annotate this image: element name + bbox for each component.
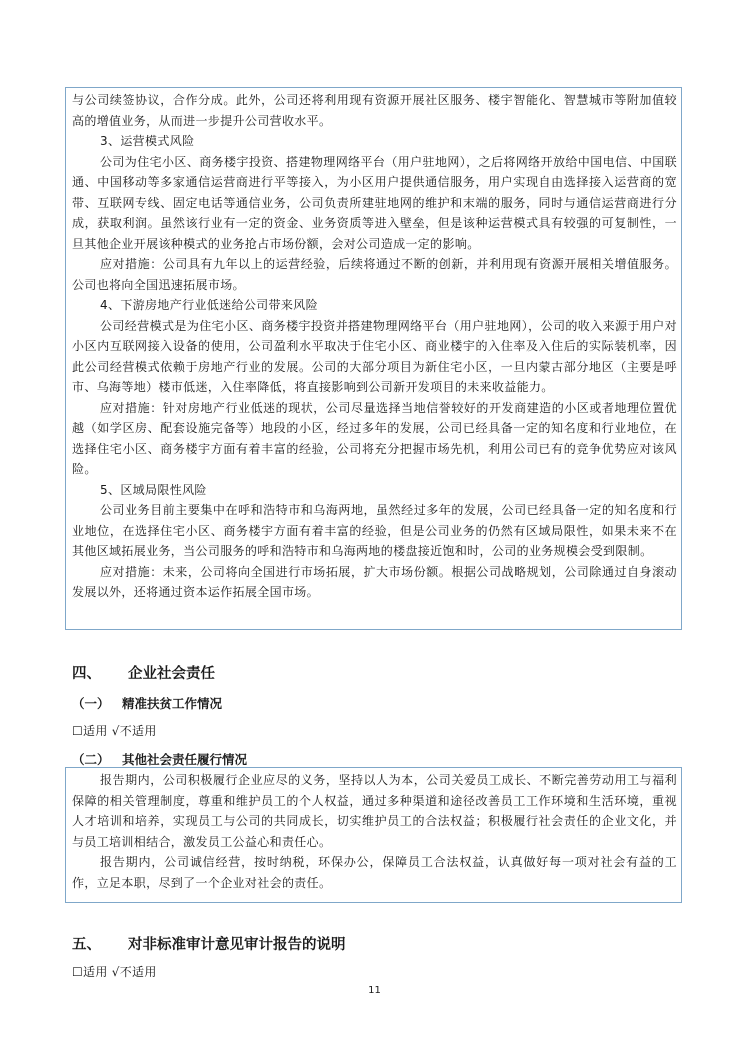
subsection-title: 其他社会责任履行情况	[122, 752, 248, 767]
subsection-number: （二）	[72, 752, 110, 767]
paragraph: 与公司续签协议，合作分成。此外，公司还将利用现有资源开展社区服务、楼宇智能化、智慧城市等附加值较高的增值业务，从而进一步提升公司营收水平。	[72, 93, 677, 128]
paragraph: 应对措施：未来，公司将向全国进行市场拓展，扩大市场份额。根据公司战略规划，公司除通过自身滚动发展以外，还将通过资本运作拓展全国市场。	[72, 564, 677, 599]
paragraph: 应对措施：公司具有九年以上的运营经验，后续将通过不断的创新，并利用现有资源开展相关增值服务。公司也将向全国迅速拓展市场。	[72, 257, 677, 292]
section-number: 四、	[72, 666, 101, 682]
subsection-heading	[72, 750, 247, 768]
paragraph: 公司业务目前主要集中在呼和浩特市和乌海两地，虽然经过多年的发展，公司已经具备一定的知名度和行业地位，在选择住宅小区、商务楼宇方面有着丰富的经验，但是公司业务的仍然有区域局限性，如果未来不在其他区域拓展业务，当公司服务的呼和浩特市和乌海两地的楼盘接近饱和时，公司的业务规模会受到限制。	[72, 503, 677, 558]
risk-text-box	[65, 87, 682, 630]
paragraph: 5、区域局限性风险	[100, 482, 207, 497]
section-heading	[72, 933, 346, 954]
section-title: 对非标准审计意见审计报告的说明	[128, 937, 346, 953]
subsection-title: 精准扶贫工作情况	[122, 696, 223, 711]
page-number: 11	[368, 985, 381, 996]
section-heading	[72, 662, 215, 683]
paragraph: 报告期内，公司积极履行企业应尽的义务，坚持以人为本，公司关爱员工成长、不断完善劳动用工与福利保障的相关管理制度，尊重和维护员工的个人权益，通过多种渠道和途径改善员工工作环境和生活环境，重视人才培训和培养，实现员工与公司的共同成长，切实维护员工的合法权益；积极履行社会责任的企业文化，并与员工培训相结合，激发员工公益心和责任心。	[72, 773, 677, 849]
section-title: 企业社会责任	[128, 666, 215, 682]
applicability-option: ☐适用 √不适用	[72, 724, 157, 738]
applicability-option: ☐适用 √不适用	[72, 965, 157, 979]
paragraph: 报告期内，公司诚信经营，按时纳税，环保办公，保障员工合法权益，认真做好每一项对社会有益的工作，立足本职，尽到了一个企业对社会的责任。	[72, 855, 677, 890]
subsection-number: （一）	[72, 696, 110, 711]
subsection-heading	[72, 694, 222, 712]
social-responsibility-box	[65, 767, 682, 903]
paragraph: 4、下游房地产行业低迷给公司带来风险	[100, 298, 318, 312]
paragraph: 3、运营模式风险	[100, 134, 195, 148]
paragraph: 公司经营模式是为住宅小区、商务楼宇投资并搭建物理网络平台（用户驻地网），公司的收入来源于用户对小区内互联网接入设备的使用，公司盈利水平取决于住宅小区、商业楼宇的入住率及入住后的实际装机率，因此公司经营模式依赖于房地产行业的发展。公司的大部分项目为新住宅小区，一旦内蒙古部分地区（主要是呼市、乌海等地）楼市低迷，入住率降低，将直接影响到公司新开发项目的未来收益能力。	[72, 318, 677, 394]
paragraph: 公司为住宅小区、商务楼宇投资、搭建物理网络平台（用户驻地网），之后将网络开放给中国电信、中国联通、中国移动等多家通信运营商进行平等接入，为小区用户提供通信服务，用户实现自由选择接入运营商的宽带、互联网专线、固定电话等通信业务，公司负责所建驻地网的维护和末端的服务，同时与通信运营商进行分成，获取利润。虽然该行业有一定的资金、业务资质等进入壁垒，但是该种运营模式具有较强的可复制性，一旦其他企业开展该种模式的业务抢占市场份额，会对公司造成一定的影响。	[72, 154, 677, 251]
section-number: 五、	[72, 937, 101, 953]
paragraph: 应对措施：针对房地产行业低迷的现状，公司尽量选择当地信誉较好的开发商建造的小区或者地理位置优越（如学区房、配套设施完备等）地段的小区，经过多年的发展，公司已经具备一定的知名度和行业地位，在选择住宅小区、商务楼宇方面有着丰富的经验，公司将充分把握市场先机，利用公司已有的竞争优势应对该风险。	[72, 400, 677, 476]
